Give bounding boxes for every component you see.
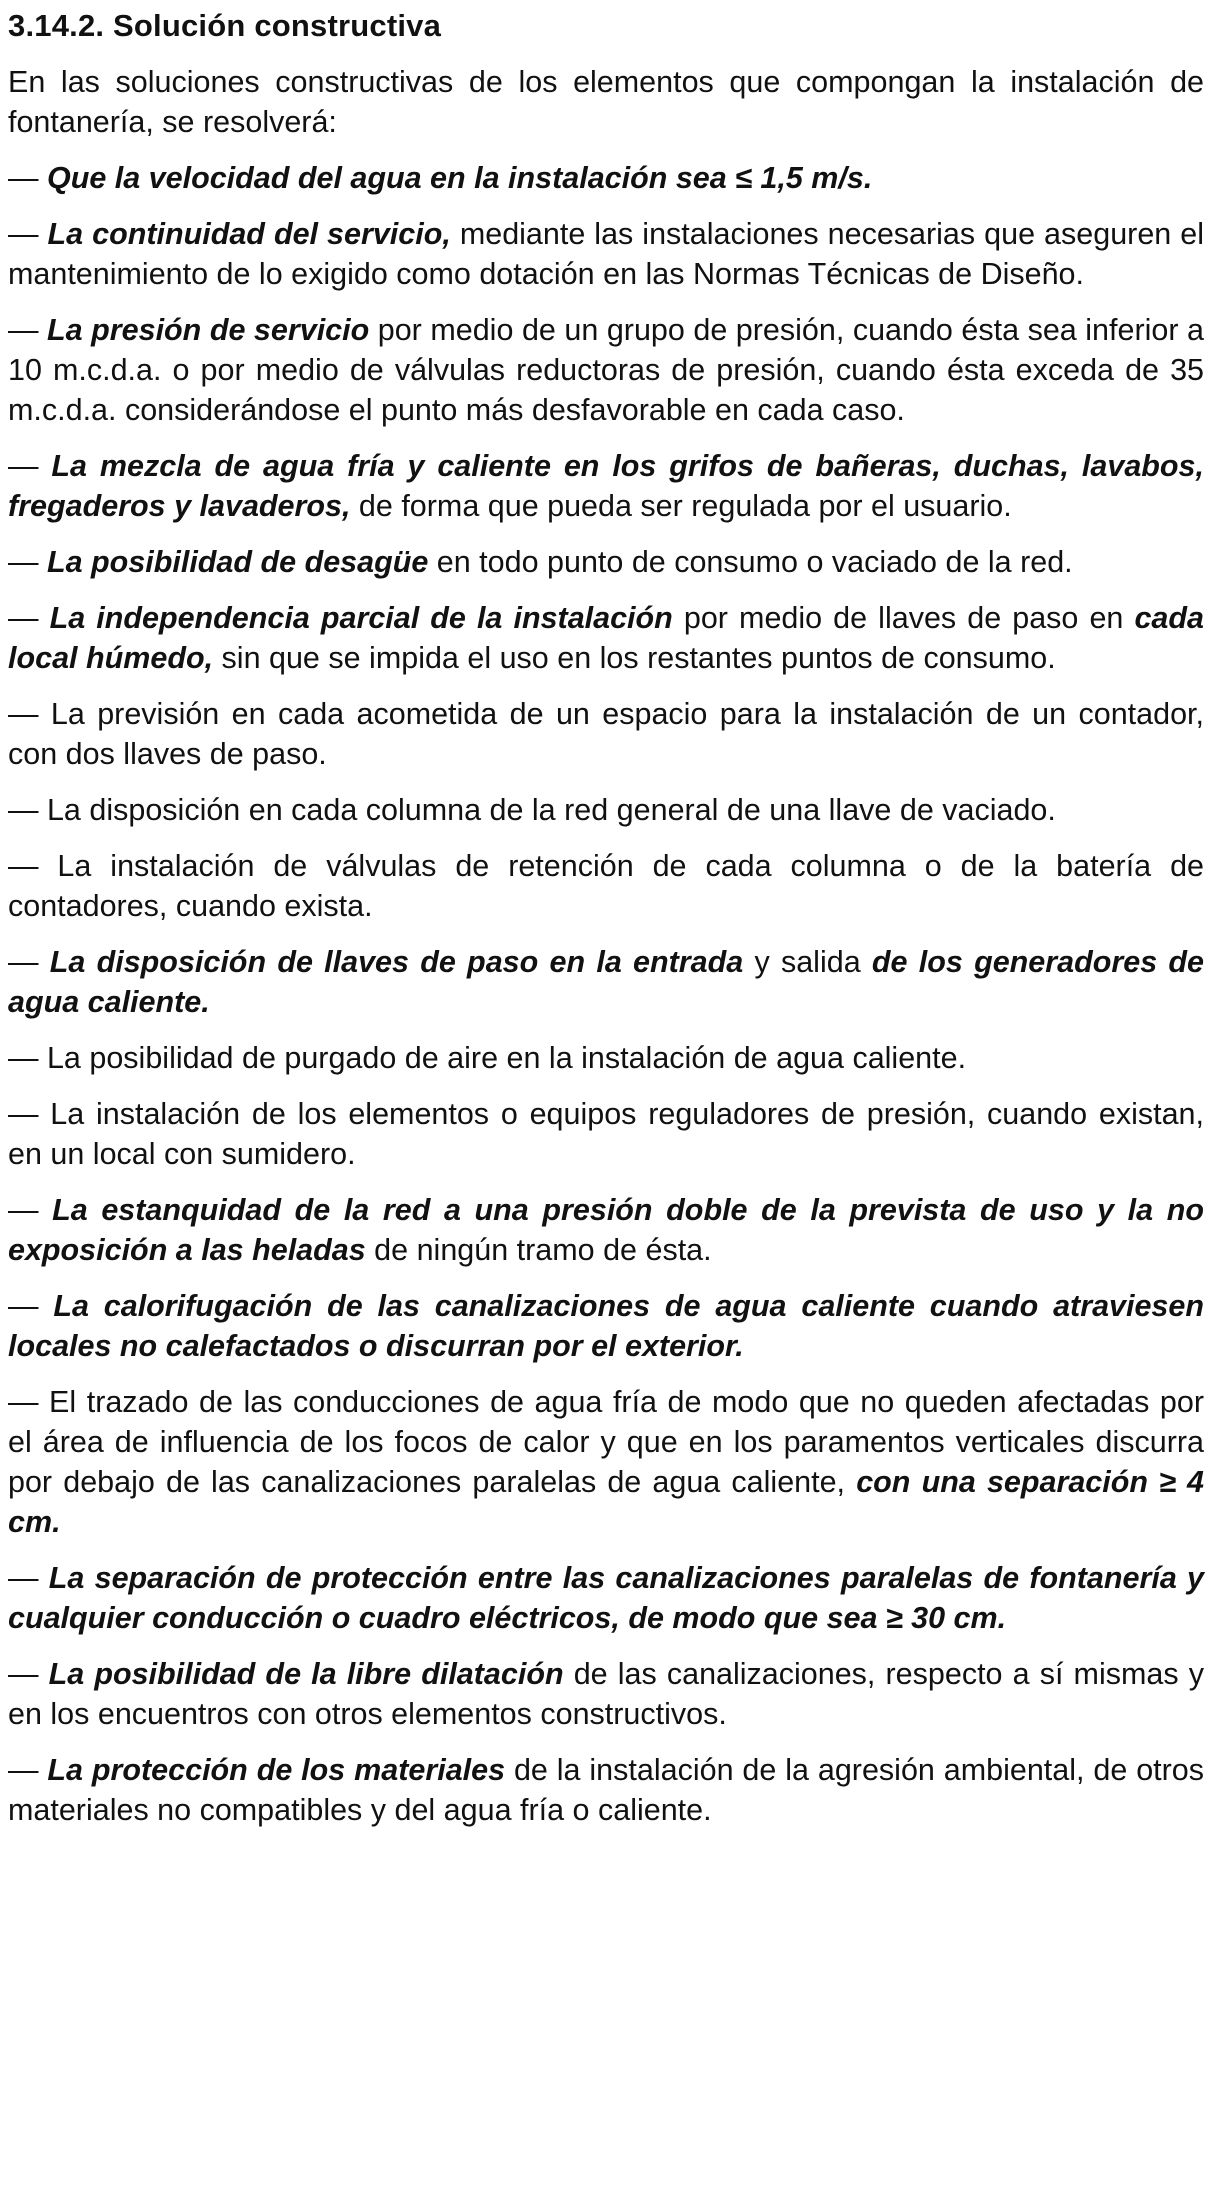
paragraph-text: — La previsión en cada acometida de un espacio para la instalación de un contador, con dos llaves de paso.	[8, 697, 1204, 771]
paragraph-text: sin que se impida el uso en los restantes puntos de consumo.	[213, 641, 1056, 675]
emphasis-text: cada local húmedo,	[8, 601, 1204, 675]
paragraph-text: —	[8, 1193, 53, 1227]
paragraph-text: En las soluciones constructivas de los elementos que compongan la instalación de fontanería, se resolverá:	[8, 65, 1204, 139]
list-paragraph	[8, 1038, 1204, 1078]
section-heading: 3.14.2. Solución constructiva	[8, 8, 442, 43]
list-paragraph	[8, 310, 1204, 430]
paragraph-text: — La disposición en cada columna de la red general de una llave de vaciado.	[8, 793, 1056, 827]
paragraph-text: por medio de llaves de paso en	[672, 601, 1135, 635]
paragraph-text: en todo punto de consumo o vaciado de la red.	[428, 545, 1073, 579]
emphasis-text: La continuidad del servicio,	[47, 217, 451, 251]
list-paragraph	[8, 1558, 1204, 1638]
intro-paragraph	[8, 62, 1204, 142]
paragraph-text: —	[8, 1657, 49, 1691]
paragraph-text: —	[8, 1561, 49, 1595]
paragraph-text: — La instalación de válvulas de retención de cada columna o de la batería de contadores, cuando exista.	[8, 849, 1204, 923]
emphasis-text: La independencia parcial de la instalación	[49, 601, 673, 635]
list-paragraph	[8, 542, 1204, 582]
paragraph-text: — El trazado de las conducciones de agua fría de modo que no queden afectadas por el área de influencia de los focos de calor y que en los paramentos verticales discurra por debajo de las canalizaciones paralelas de agua caliente,	[8, 1385, 1204, 1499]
emphasis-text: La protección de los materiales	[47, 1753, 506, 1787]
list-paragraph	[8, 1190, 1204, 1270]
emphasis-text: de los generadores de agua caliente.	[8, 945, 1205, 1019]
section-body	[8, 62, 1204, 1830]
paragraph-text: —	[8, 313, 48, 347]
paragraph-text: —	[8, 545, 47, 579]
emphasis-text: La posibilidad de la libre dilatación	[48, 1657, 564, 1691]
paragraph-text: de ningún tramo de ésta.	[365, 1233, 712, 1267]
emphasis-text: La disposición de llaves de paso en la entrada	[49, 945, 744, 979]
list-paragraph	[8, 1750, 1204, 1830]
emphasis-text: Que la velocidad del agua en la instalación sea ≤ 1,5 m/s.	[46, 161, 873, 195]
list-paragraph	[8, 1654, 1204, 1734]
list-paragraph	[8, 790, 1204, 830]
emphasis-text: La separación de protección entre las canalizaciones paralelas de fontanería y cualquier conducción o cuadro eléctricos, de modo que sea ≥ 30 cm.	[8, 1561, 1204, 1635]
paragraph-text: —	[8, 217, 48, 251]
paragraph-text: y salida	[743, 945, 872, 979]
paragraph-text: — La instalación de los elementos o equipos reguladores de presión, cuando existan, en un local con sumidero.	[8, 1097, 1204, 1171]
paragraph-text: por medio de un grupo de presión, cuando ésta sea inferior a 10 m.c.d.a. o por medio de válvulas reductoras de presión, cuando ésta exceda de 35 m.c.d.a. considerándose el punto más desfavorable en cada caso.	[8, 313, 1204, 427]
list-paragraph	[8, 942, 1204, 1022]
list-paragraph	[8, 214, 1204, 294]
list-paragraph	[8, 1382, 1204, 1542]
paragraph-text: mediante las instalaciones necesarias que aseguren el mantenimiento de lo exigido como dotación en las Normas Técnicas de Diseño.	[8, 217, 1204, 291]
paragraph-text: — La posibilidad de purgado de aire en la instalación de agua caliente.	[8, 1041, 967, 1075]
emphasis-text: La presión de servicio	[47, 313, 370, 347]
list-paragraph	[8, 1094, 1204, 1174]
paragraph-text: —	[8, 1289, 54, 1323]
list-paragraph	[8, 694, 1204, 774]
list-paragraph	[8, 446, 1204, 526]
list-paragraph	[8, 158, 1204, 198]
paragraph-text: de la instalación de la agresión ambiental, de otros materiales no compatibles y del agua fría o caliente.	[8, 1753, 1205, 1827]
list-paragraph	[8, 598, 1204, 678]
paragraph-text: —	[8, 449, 52, 483]
emphasis-text: con una separación ≥ 4 cm.	[8, 1465, 1204, 1539]
paragraph-text: —	[8, 1753, 48, 1787]
emphasis-text: La calorifugación de las canalizaciones de agua caliente cuando atraviesen locales no calefactados o discurran por el exterior.	[8, 1289, 1204, 1363]
list-paragraph	[8, 846, 1204, 926]
paragraph-text: de forma que pueda ser regulada por el usuario.	[350, 489, 1012, 523]
paragraph-text: de las canalizaciones, respecto a sí mismas y en los encuentros con otros elementos constructivos.	[8, 1657, 1204, 1731]
paragraph-text: —	[8, 601, 50, 635]
emphasis-text: La posibilidad de desagüe	[46, 545, 429, 579]
paragraph-text: —	[8, 161, 47, 195]
paragraph-text: —	[8, 945, 50, 979]
emphasis-text: La mezcla de agua fría y caliente en los grifos de bañeras, duchas, lavabos, fregaderos y lavaderos,	[8, 449, 1204, 523]
emphasis-text: La estanquidad de la red a una presión doble de la prevista de uso y la no exposición a las heladas	[8, 1193, 1204, 1267]
list-paragraph	[8, 1286, 1204, 1366]
